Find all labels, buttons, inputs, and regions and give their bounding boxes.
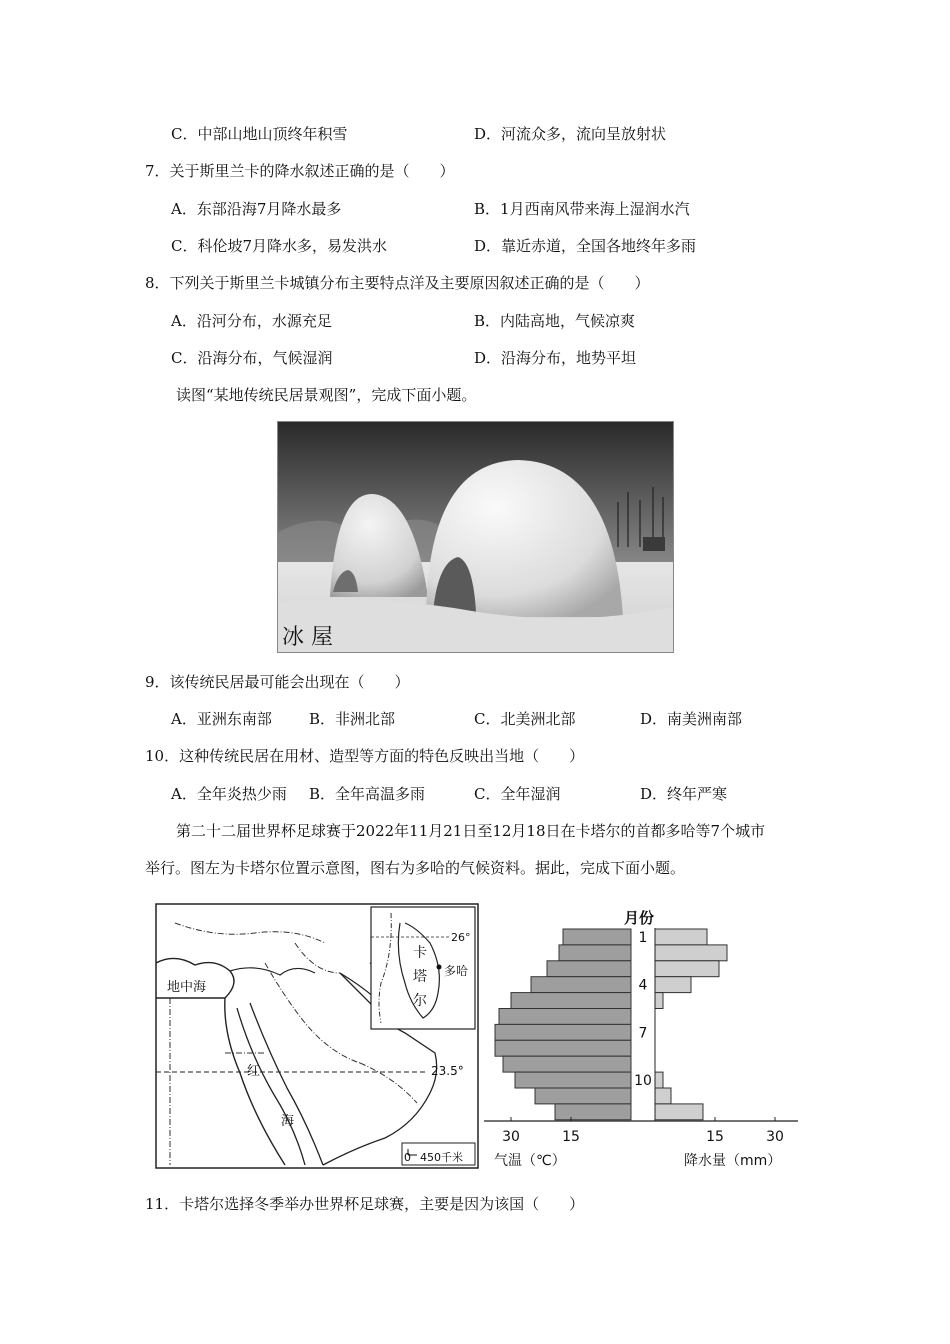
- doha-label: 多哈: [444, 964, 469, 978]
- temp-bar-3: [547, 961, 631, 977]
- temp-axis-label: 气温（℃）: [494, 1153, 566, 1169]
- temp-bar-9: [503, 1056, 631, 1072]
- q6-option-d: D．河流众多，流向呈放射状: [474, 125, 667, 143]
- temp-bar-6: [499, 1009, 631, 1025]
- doha-climate-chart: [484, 903, 804, 1171]
- precip-bar-1: [655, 929, 707, 945]
- q9-stem: 9．该传统民居最可能会出现在（ ）: [145, 673, 410, 691]
- precip-tick-15: 15: [706, 1129, 724, 1145]
- q8-option-c: C．沿海分布，气候湿润: [171, 349, 333, 367]
- q10-option-d: D．终年严寒: [640, 785, 728, 803]
- q7-option-d: D．靠近赤道，全国各地终年多雨: [474, 237, 697, 255]
- inset-latitude-label: 26°: [451, 931, 471, 944]
- qatar-location-map: [155, 903, 479, 1169]
- q9-option-d: D．南美洲南部: [640, 710, 743, 728]
- q7-option-a: A．东部沿海7月降水最多: [171, 200, 342, 218]
- month-label-10: 10: [634, 1073, 652, 1089]
- temp-bar-1: [563, 929, 631, 945]
- photo-caption: 冰 屋: [282, 625, 333, 650]
- red-sea-label-2: 海: [281, 1114, 295, 1129]
- tropic-label: 23.5°: [431, 1064, 464, 1078]
- q9-option-c: C．北美洲北部: [474, 710, 576, 728]
- qatar-label-3: 尔: [413, 993, 427, 1009]
- red-sea-label-1: 红: [247, 1064, 261, 1079]
- q10-option-a: A．全年炎热少雨: [171, 785, 287, 803]
- temp-bar-12: [555, 1104, 631, 1120]
- chart-title: 月份: [624, 909, 655, 927]
- q10-stem: 10．这种传统民居在用材、造型等方面的特色反映出当地（ ）: [145, 747, 585, 765]
- precip-bar-12: [655, 1104, 703, 1120]
- precip-bar-4: [655, 977, 691, 993]
- temp-bar-8: [495, 1040, 631, 1056]
- month-label-7: 7: [638, 1025, 648, 1042]
- temp-tick-15: 15: [562, 1129, 580, 1145]
- precip-bar-5: [655, 993, 663, 1009]
- q6-option-c: C．中部山地山顶终年积雪: [171, 125, 348, 143]
- temp-bar-7: [495, 1024, 631, 1040]
- q7-option-c: C．科伦坡7月降水多，易发洪水: [171, 237, 388, 255]
- temp-bar-10: [515, 1072, 631, 1088]
- q10-option-c: C．全年湿润: [474, 785, 561, 803]
- scale-label: 450千米: [420, 1151, 463, 1164]
- q9-option-b: B．非洲北部: [309, 710, 396, 728]
- q7-stem: 7．关于斯里兰卡的降水叙述正确的是（ ）: [145, 162, 455, 180]
- month-label-1: 1: [638, 929, 648, 946]
- igloo-photo: [277, 421, 674, 653]
- qatar-intro-line-1: 第二十二届世界杯足球赛于2022年11月21日至12月18日在卡塔尔的首都多哈等7个城市: [176, 822, 766, 840]
- temp-bar-11: [535, 1088, 631, 1104]
- q7-option-b: B．1月西南风带来海上湿润水汽: [474, 200, 690, 218]
- precip-bar-3: [655, 961, 719, 977]
- scale-zero: 0: [404, 1151, 411, 1164]
- qatar-intro-line-2: 举行。图左为卡塔尔位置示意图，图右为多哈的气候资料。据此，完成下面小题。: [145, 859, 686, 877]
- igloo-intro: 读图“某地传统民居景观图”，完成下面小题。: [176, 386, 477, 404]
- precip-bar-10: [655, 1072, 663, 1088]
- q8-option-b: B．内陆高地，气候凉爽: [474, 312, 636, 330]
- temp-bar-5: [511, 993, 631, 1009]
- precip-tick-30: 30: [766, 1129, 784, 1145]
- precip-axis-label: 降水量（mm）: [684, 1153, 782, 1169]
- month-label-4: 4: [638, 977, 648, 994]
- q8-option-d: D．沿海分布，地势平坦: [474, 349, 637, 367]
- q10-option-b: B．全年高温多雨: [309, 785, 426, 803]
- qatar-label-2: 塔: [413, 969, 427, 985]
- q8-stem: 8．下列关于斯里兰卡城镇分布主要特点洋及主要原因叙述正确的是（ ）: [145, 274, 650, 292]
- mediterranean-label: 地中海: [167, 980, 207, 995]
- qatar-label-1: 卡: [413, 945, 427, 961]
- precip-bar-11: [655, 1088, 671, 1104]
- temp-bar-2: [559, 945, 631, 961]
- precip-bar-2: [655, 945, 727, 961]
- q11-stem: 11．卡塔尔选择冬季举办世界杯足球赛，主要是因为该国（ ）: [145, 1195, 585, 1213]
- temp-tick-30: 30: [502, 1129, 520, 1145]
- temp-bar-4: [531, 977, 631, 993]
- q8-option-a: A．沿河分布，水源充足: [171, 312, 332, 330]
- q9-option-a: A．亚洲东南部: [171, 710, 272, 728]
